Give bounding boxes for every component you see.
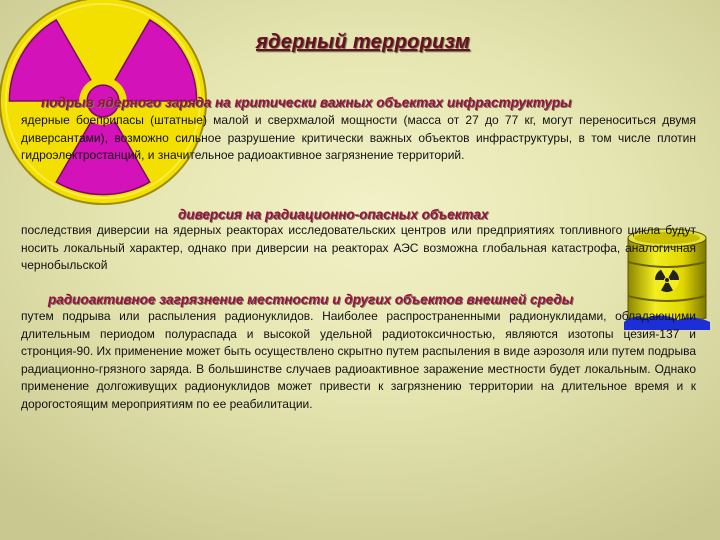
section-text-1 <box>21 112 696 165</box>
section-text-3 <box>21 308 696 413</box>
section-heading-3: радиоактивное загрязнение местности и других объектов внешней среды <box>48 292 574 307</box>
section-text-2 <box>21 222 696 275</box>
section-text-3-body: путем подрыва или распыления радионуклидов. Наиболее распространенными радионуклидами, обладающими длительным периодом полураспада и высокой удельной радиотоксичностью, являются изотопы цезия-137 и стронция-90. Их применение может быть осуществлено скрытно путем распыления в виде аэрозоля или путем подрыва радиационно-грязного заряда. В большинстве случаев радиоактивное заражение местности будет локальным. Однако применение долгоживущих радионуклидов может привести к загрязнению территории на длительное время и к дорогостоящим мероприятиям по ее реабилитации. <box>21 309 696 411</box>
section-heading-1: подрыв ядерного заряда на критически важных объектах инфраструктуры <box>41 95 572 110</box>
section-text-1-body: ядерные боеприпасы (штатные) малой и сверхмалой мощности (масса от 27 до 77 кг, могут переноситься двумя диверсантами), возможно сильное разрушение критически важных объектов инфраструктуры, в том числе плотин гидроэлектростанций, и значительное радиоактивное загрязнение территорий. <box>21 113 696 162</box>
section-heading-2: диверсия на радиационно-опасных объектах <box>178 207 489 222</box>
section-text-2-body: последствия диверсии на ядерных реакторах исследовательских центров или предприятиях топливного цикла будут носить локальный характер, однако при диверсии на реакторах АЭС возможна глобальная катастрофа, аналогичная чернобыльской <box>21 223 696 272</box>
page-title: ядерный терроризм <box>256 31 470 53</box>
